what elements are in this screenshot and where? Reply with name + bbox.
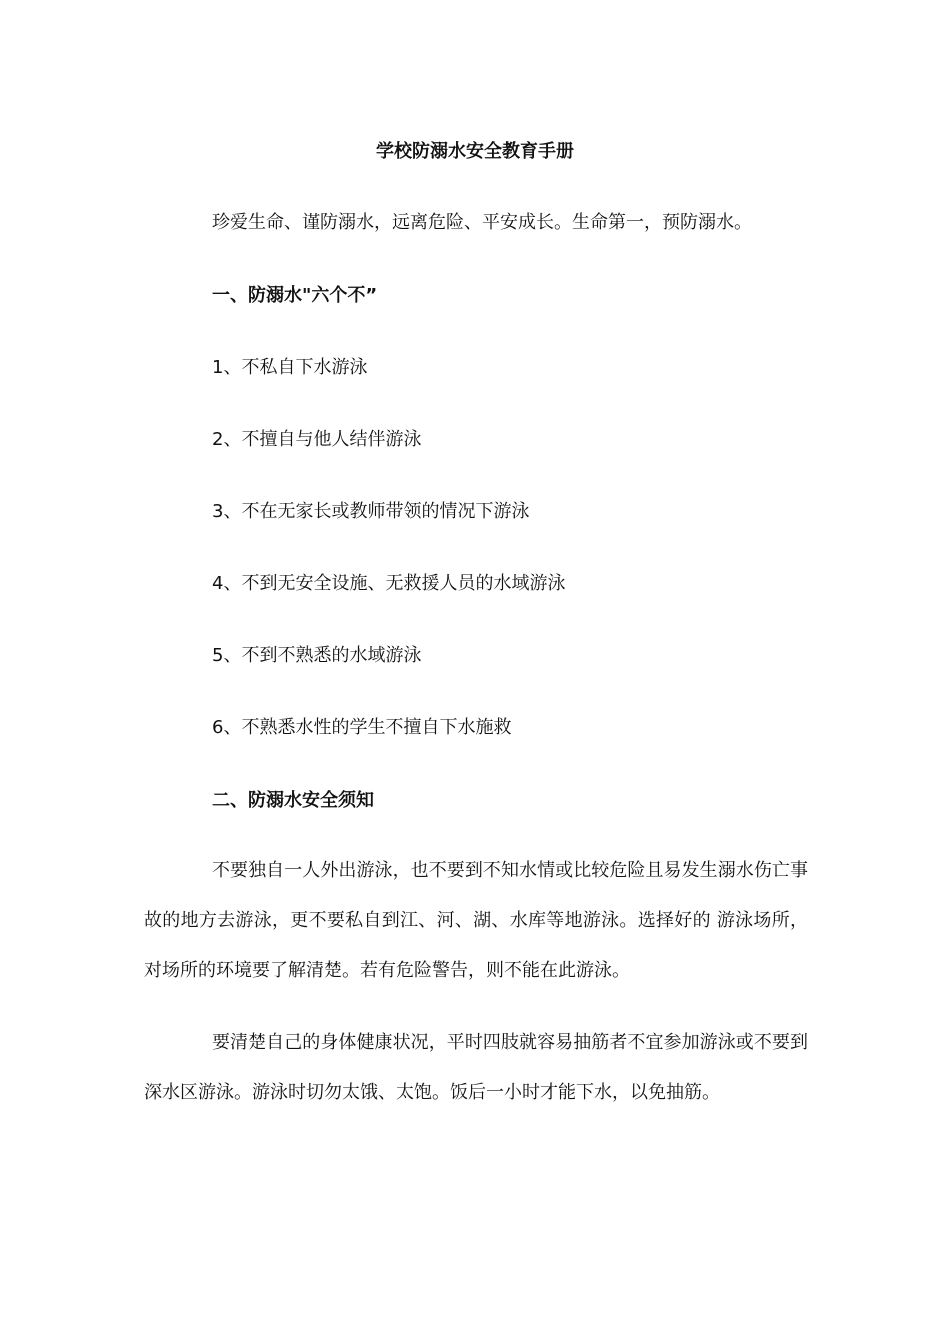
- list-item: 5、不到不熟悉的水域游泳: [212, 645, 422, 666]
- list-item: 3、不在无家长或教师带领的情况下游泳: [212, 501, 530, 522]
- intro-text: 珍爱生命、谨防溺水，远离危险、平安成长。生命第一，预防溺水。: [212, 212, 752, 233]
- list-item: 4、不到无安全设施、无救援人员的水域游泳: [212, 573, 566, 594]
- section-heading-safety-notice: 二、防溺水安全须知: [212, 790, 374, 811]
- body-paragraph: 要清楚自己的身体健康状况，平时四肢就容易抽筋者不宜参加游泳或不要到深水区游泳。游泳时切勿太饿、太饱。饭后一小时才能下水，以免抽筋。: [144, 1032, 808, 1103]
- body-paragraph: 不要独自一人外出游泳，也不要到不知水情或比较危险且易发生溺水伤亡事故的地方去游泳，更不要私自到江、河、湖、水库等地游泳。选择好的 游泳场所，对场所的环境要了解清楚。若有危险警告，则不能在此游泳。: [144, 860, 808, 981]
- document-title: 学校防溺水安全教育手册: [376, 141, 574, 162]
- list-item: 2、不擅自与他人结伴游泳: [212, 429, 422, 450]
- list-item: 6、不熟悉水性的学生不擅自下水施救: [212, 717, 512, 738]
- section-heading-six-nots: 一、防溺水"六个不”: [212, 285, 378, 306]
- list-item: 1、不私自下水游泳: [212, 357, 368, 378]
